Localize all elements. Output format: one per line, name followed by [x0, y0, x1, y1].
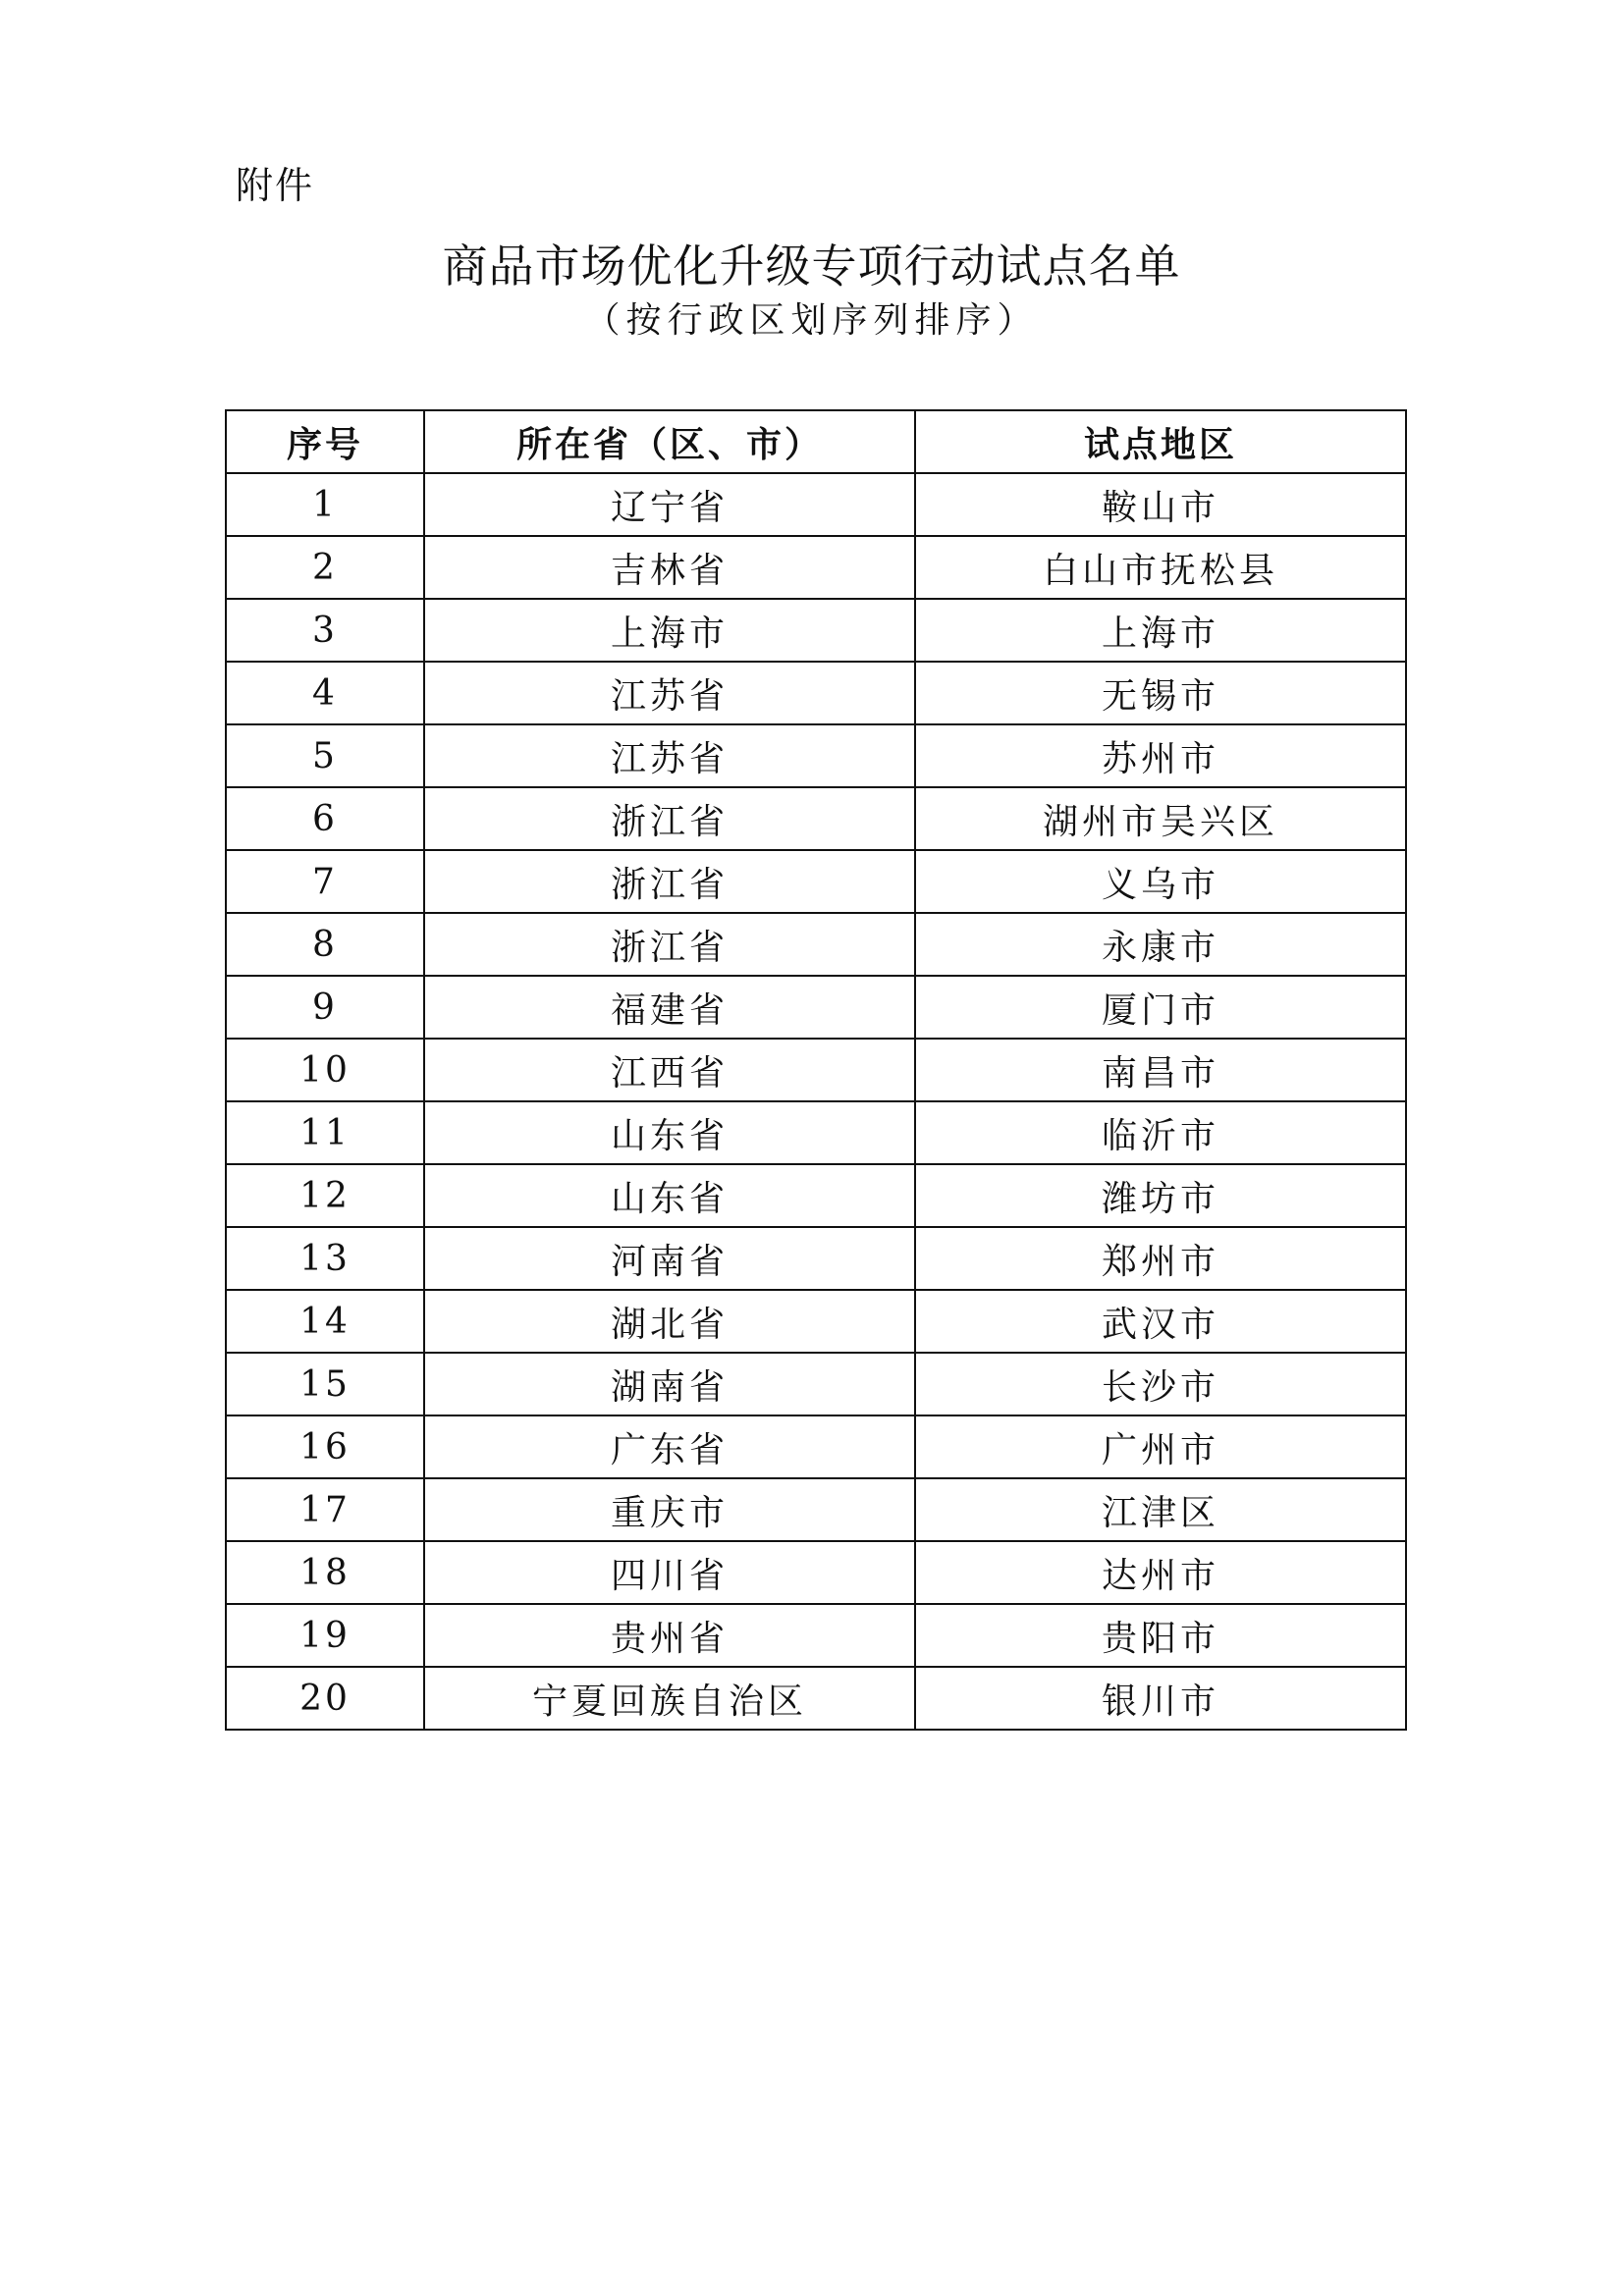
cell-province: 贵州省: [424, 1604, 915, 1667]
page-title: 商品市场优化升级专项行动试点名单: [442, 240, 1181, 293]
cell-province: 江苏省: [424, 724, 915, 787]
table-row: [226, 1164, 1406, 1227]
cell-serial-number: 12: [226, 1164, 424, 1227]
table-row: [226, 536, 1406, 599]
cell-province: 河南省: [424, 1227, 915, 1290]
cell-pilot-area: 白山市抚松县: [915, 536, 1406, 599]
cell-pilot-area: 郑州市: [915, 1227, 1406, 1290]
cell-province: 浙江省: [424, 913, 915, 976]
page-subtitle: （按行政区划序列排序）: [584, 300, 1039, 341]
cell-province: 湖南省: [424, 1353, 915, 1415]
attachment-label: 附件: [236, 164, 315, 207]
table-body: [226, 473, 1406, 1730]
cell-province: 重庆市: [424, 1478, 915, 1541]
cell-province: 广东省: [424, 1415, 915, 1478]
cell-province: 江苏省: [424, 662, 915, 724]
cell-serial-number: 6: [226, 787, 424, 850]
cell-pilot-area: 湖州市吴兴区: [915, 787, 1406, 850]
cell-pilot-area: 潍坊市: [915, 1164, 1406, 1227]
cell-pilot-area: 江津区: [915, 1478, 1406, 1541]
cell-pilot-area: 广州市: [915, 1415, 1406, 1478]
table-row: [226, 1227, 1406, 1290]
cell-pilot-area: 上海市: [915, 599, 1406, 662]
cell-province: 浙江省: [424, 850, 915, 913]
cell-pilot-area: 武汉市: [915, 1290, 1406, 1353]
cell-serial-number: 9: [226, 976, 424, 1039]
table-row: [226, 913, 1406, 976]
cell-serial-number: 18: [226, 1541, 424, 1604]
table-row: [226, 662, 1406, 724]
cell-pilot-area: 长沙市: [915, 1353, 1406, 1415]
cell-province: 上海市: [424, 599, 915, 662]
cell-pilot-area: 厦门市: [915, 976, 1406, 1039]
table-row: [226, 1604, 1406, 1667]
cell-serial-number: 4: [226, 662, 424, 724]
cell-province: 辽宁省: [424, 473, 915, 536]
table-row: [226, 1039, 1406, 1101]
cell-pilot-area: 临沂市: [915, 1101, 1406, 1164]
cell-pilot-area: 鞍山市: [915, 473, 1406, 536]
cell-serial-number: 11: [226, 1101, 424, 1164]
cell-serial-number: 13: [226, 1227, 424, 1290]
cell-province: 湖北省: [424, 1290, 915, 1353]
cell-serial-number: 19: [226, 1604, 424, 1667]
cell-pilot-area: 无锡市: [915, 662, 1406, 724]
cell-province: 四川省: [424, 1541, 915, 1604]
cell-serial-number: 20: [226, 1667, 424, 1730]
table-row: [226, 1541, 1406, 1604]
cell-serial-number: 5: [226, 724, 424, 787]
cell-serial-number: 3: [226, 599, 424, 662]
cell-province: 江西省: [424, 1039, 915, 1101]
cell-pilot-area: 义乌市: [915, 850, 1406, 913]
cell-serial-number: 2: [226, 536, 424, 599]
cell-province: 吉林省: [424, 536, 915, 599]
cell-serial-number: 15: [226, 1353, 424, 1415]
table-row: [226, 1290, 1406, 1353]
table-header-row: [226, 410, 1406, 473]
cell-serial-number: 1: [226, 473, 424, 536]
table-row: [226, 850, 1406, 913]
table-row: [226, 599, 1406, 662]
table-row: [226, 1667, 1406, 1730]
cell-province: 宁夏回族自治区: [424, 1667, 915, 1730]
cell-serial-number: 10: [226, 1039, 424, 1101]
table-row: [226, 976, 1406, 1039]
header-serial-number: 序号: [226, 410, 424, 473]
cell-serial-number: 14: [226, 1290, 424, 1353]
cell-province: 浙江省: [424, 787, 915, 850]
table-row: [226, 787, 1406, 850]
pilot-list-table: [225, 409, 1407, 1731]
cell-pilot-area: 永康市: [915, 913, 1406, 976]
table-row: [226, 724, 1406, 787]
table-row: [226, 473, 1406, 536]
cell-serial-number: 7: [226, 850, 424, 913]
table-row: [226, 1353, 1406, 1415]
cell-pilot-area: 南昌市: [915, 1039, 1406, 1101]
cell-province: 山东省: [424, 1101, 915, 1164]
cell-pilot-area: 银川市: [915, 1667, 1406, 1730]
header-province: 所在省（区、市）: [424, 410, 915, 473]
header-pilot-area: 试点地区: [915, 410, 1406, 473]
cell-serial-number: 17: [226, 1478, 424, 1541]
table-row: [226, 1415, 1406, 1478]
table-row: [226, 1478, 1406, 1541]
cell-serial-number: 16: [226, 1415, 424, 1478]
table-row: [226, 1101, 1406, 1164]
cell-pilot-area: 苏州市: [915, 724, 1406, 787]
cell-pilot-area: 达州市: [915, 1541, 1406, 1604]
cell-pilot-area: 贵阳市: [915, 1604, 1406, 1667]
cell-province: 福建省: [424, 976, 915, 1039]
cell-serial-number: 8: [226, 913, 424, 976]
cell-province: 山东省: [424, 1164, 915, 1227]
